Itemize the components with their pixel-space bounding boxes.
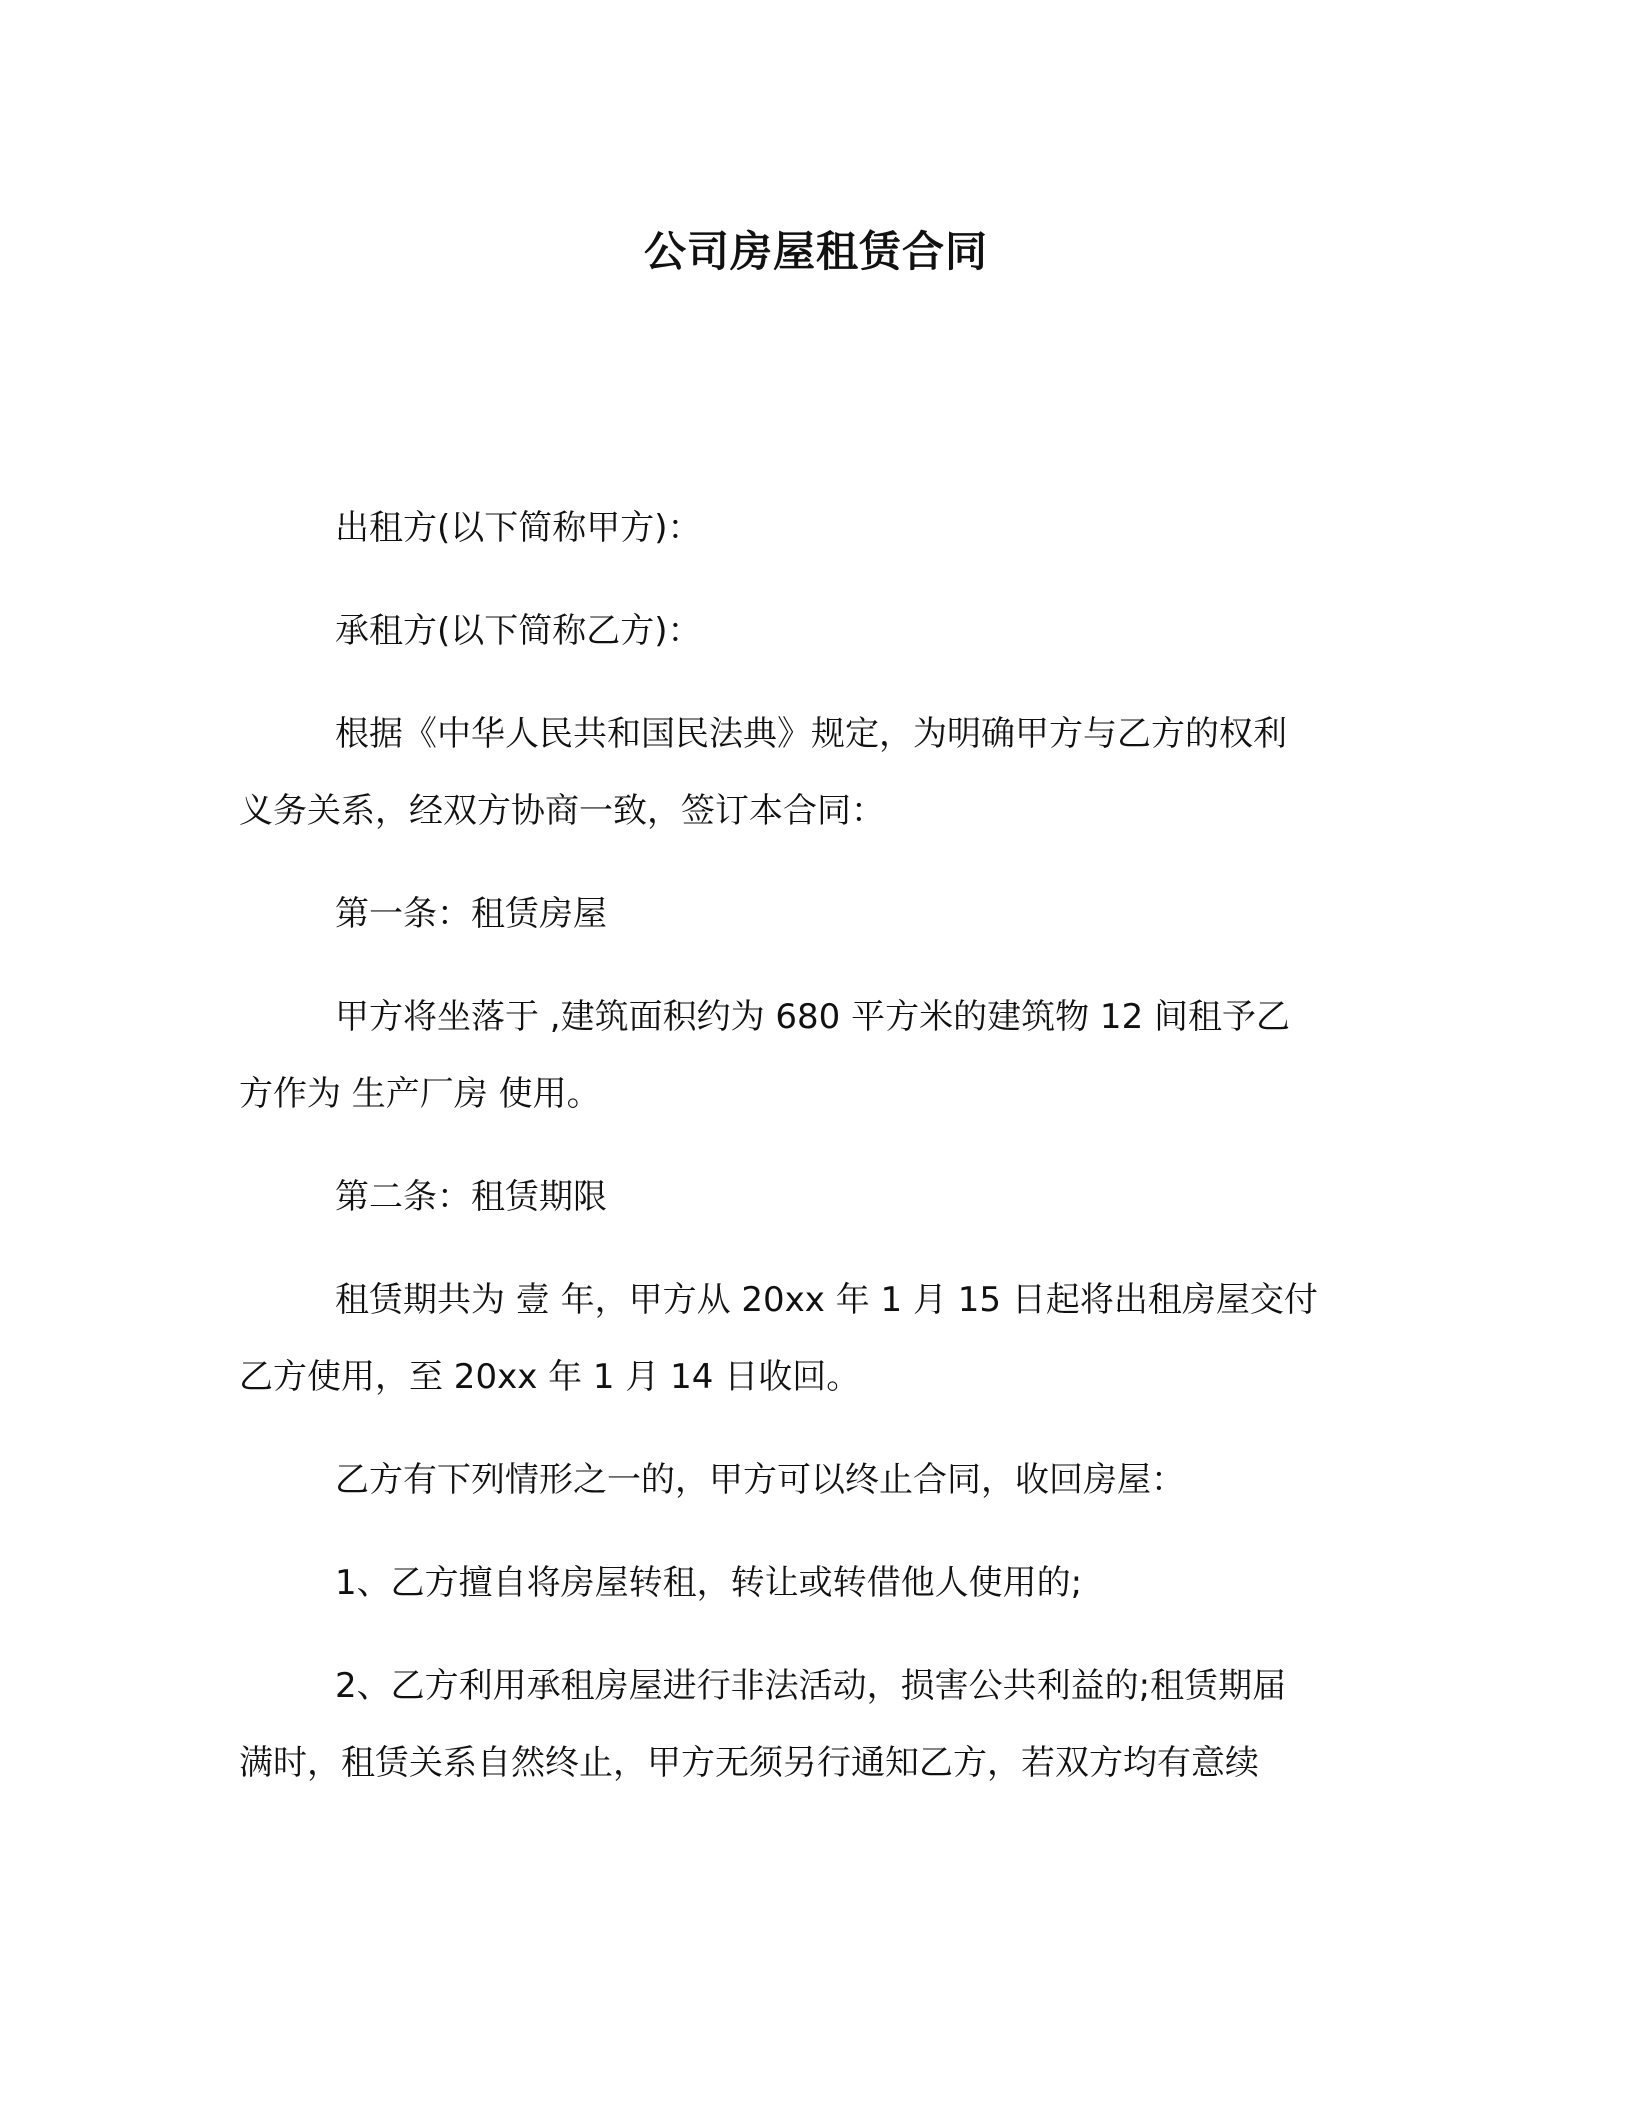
paragraph-line: 乙方有下列情形之一的，甲方可以终止合同，收回房屋： bbox=[335, 1460, 1185, 1500]
paragraph-lessor bbox=[239, 490, 1389, 567]
article-2-body bbox=[239, 1262, 1389, 1416]
termination-item-2 bbox=[239, 1648, 1389, 1802]
paragraph-line: 租赁期共为 壹 年，甲方从 20xx 年 1 月 15 日起将出租房屋交付 bbox=[335, 1280, 1318, 1320]
paragraph-line: 出租方(以下简称甲方)： bbox=[335, 508, 702, 548]
paragraph-line: 方作为 生产厂房 使用。 bbox=[239, 1074, 601, 1114]
paragraph-line: 满时，租赁关系自然终止，甲方无须另行通知乙方，若双方均有意续 bbox=[239, 1743, 1259, 1783]
paragraph-line: 甲方将坐落于 ,建筑面积约为 680 平方米的建筑物 12 间租予乙 bbox=[335, 997, 1291, 1037]
document-title: 公司房屋租赁合同 bbox=[643, 227, 988, 276]
document-body bbox=[239, 490, 1389, 1828]
article-1-body bbox=[239, 979, 1389, 1133]
paragraph-line: 义务关系，经双方协商一致，签订本合同： bbox=[239, 791, 885, 831]
paragraph-line: 乙方使用，至 20xx 年 1 月 14 日收回。 bbox=[239, 1357, 861, 1397]
termination-intro bbox=[239, 1442, 1389, 1519]
paragraph-line: 1、乙方擅自将房屋转租，转让或转借他人使用的; bbox=[335, 1563, 1083, 1603]
paragraph-line: 第一条：租赁房屋 bbox=[335, 894, 607, 934]
article-2-heading bbox=[239, 1159, 1389, 1236]
termination-item-1 bbox=[239, 1545, 1389, 1622]
article-1-heading bbox=[239, 876, 1389, 953]
paragraph-lessee bbox=[239, 593, 1389, 670]
paragraph-preamble bbox=[239, 696, 1389, 850]
paragraph-line: 承租方(以下简称乙方)： bbox=[335, 611, 702, 651]
paragraph-line: 第二条：租赁期限 bbox=[335, 1177, 607, 1217]
paragraph-line: 根据《中华人民共和国民法典》规定，为明确甲方与乙方的权利 bbox=[335, 714, 1287, 754]
paragraph-line: 2、乙方利用承租房屋进行非法活动，损害公共利益的;租赁期届 bbox=[335, 1666, 1287, 1706]
